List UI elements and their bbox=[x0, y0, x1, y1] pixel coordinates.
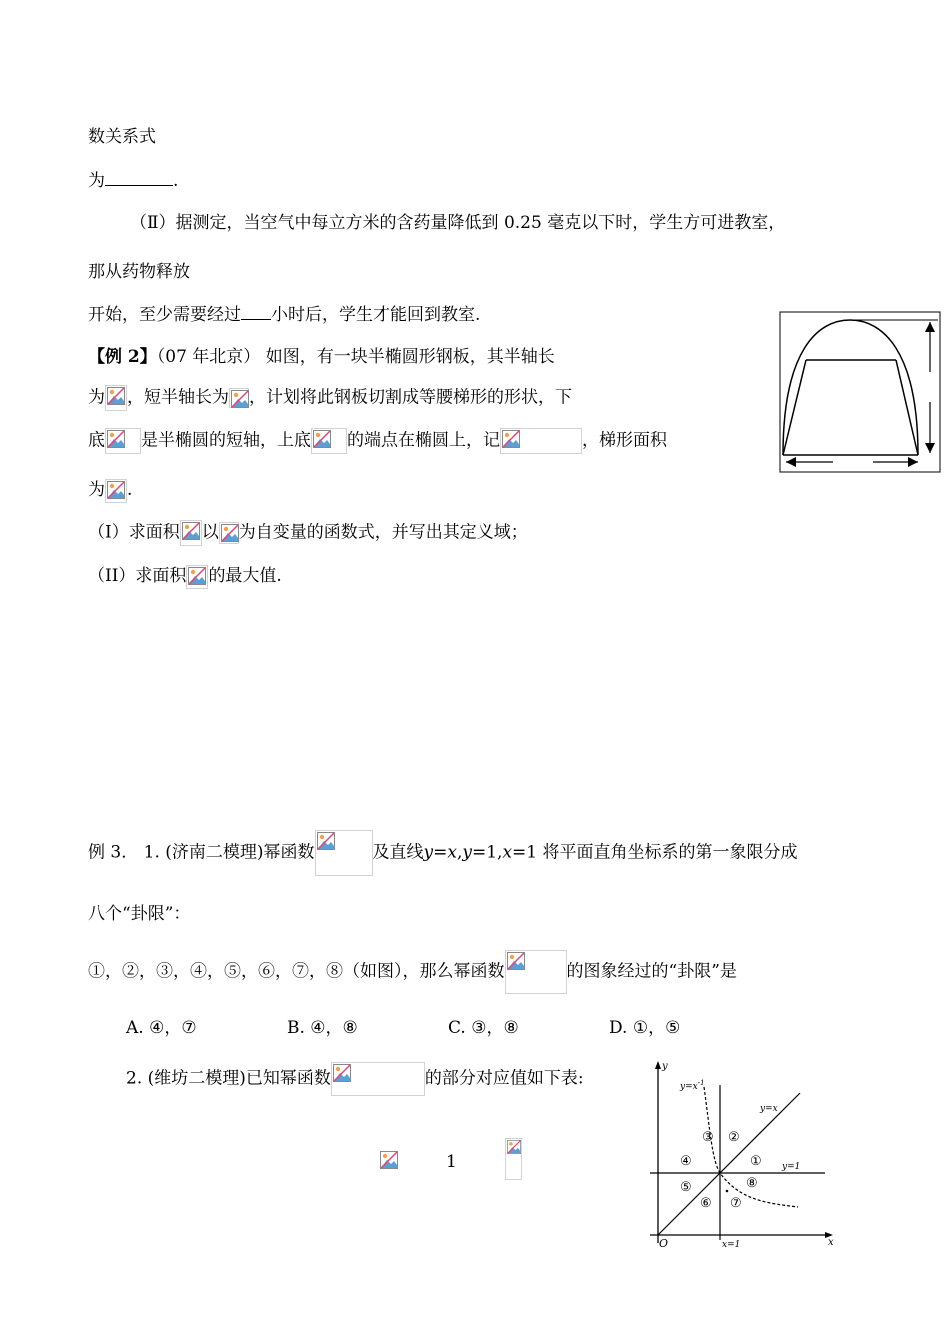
text-line bbox=[126, 1062, 584, 1096]
semi-ellipse-figure bbox=[778, 310, 948, 475]
broken-image-icon bbox=[105, 428, 141, 454]
region-label: ④ bbox=[680, 1154, 692, 1169]
table-cell: 1 bbox=[446, 1152, 457, 1172]
text: ，梯形面积 bbox=[582, 430, 667, 451]
region-label: ⑧ bbox=[746, 1176, 758, 1191]
text-line: （Ⅱ）据测定，当空气中每立方米的含药量降低到 0.25 毫克以下时，学生方可进教室， bbox=[130, 213, 786, 233]
text: （I）求面积 bbox=[88, 522, 180, 543]
text: x bbox=[447, 842, 457, 863]
broken-image-icon bbox=[219, 522, 239, 544]
option-a: A. ④，⑦ bbox=[126, 1018, 197, 1038]
text: 为 bbox=[88, 387, 105, 408]
option-c: C. ③，⑧ bbox=[448, 1018, 519, 1038]
arrow-up-icon bbox=[925, 322, 935, 332]
broken-image-icon bbox=[315, 830, 373, 876]
blank bbox=[241, 302, 271, 320]
text: （II）求面积 bbox=[88, 566, 187, 586]
region-label: ⑦ bbox=[730, 1196, 742, 1211]
option-d: D. ①，⑤ bbox=[609, 1018, 681, 1038]
broken-image-icon bbox=[311, 428, 347, 454]
text-line bbox=[88, 168, 178, 193]
text-line: 那从药物释放 bbox=[88, 262, 190, 282]
region-label: ② bbox=[728, 1130, 740, 1145]
text-line bbox=[88, 520, 528, 546]
text: 为 bbox=[88, 171, 105, 191]
text: , bbox=[456, 842, 463, 863]
text-line bbox=[88, 385, 572, 411]
vline-label: x=1 bbox=[722, 1240, 741, 1250]
arrow-up-icon bbox=[655, 1061, 661, 1069]
option-b: B. ④，⑧ bbox=[287, 1018, 358, 1038]
text: 的端点在椭圆上，记 bbox=[347, 430, 500, 451]
broken-image-icon bbox=[105, 479, 127, 503]
broken-image-icon bbox=[505, 1138, 522, 1180]
x-axis-label: x bbox=[828, 1237, 834, 1248]
arrow-left-icon bbox=[786, 457, 796, 467]
text: = bbox=[433, 842, 448, 863]
y-axis-label: y bbox=[662, 1061, 668, 1072]
region-label: ① bbox=[750, 1154, 762, 1169]
broken-image-icon bbox=[180, 520, 202, 546]
octant-graph bbox=[640, 1055, 845, 1255]
text: （07 年北京） 如图，有一块半椭圆形钢板，其半轴长 bbox=[156, 347, 555, 367]
text: 2. (维坊二模理)已知幂函数 bbox=[126, 1068, 331, 1089]
text: 底 bbox=[88, 430, 105, 451]
text-line: 数关系式 bbox=[88, 127, 156, 147]
region-label: ③ bbox=[702, 1130, 714, 1145]
origin-label: O bbox=[659, 1237, 669, 1250]
text: =1, bbox=[471, 842, 503, 863]
dot-mark bbox=[726, 1190, 729, 1193]
text-line: 八个“卦限”： bbox=[88, 904, 191, 924]
text-line bbox=[88, 564, 282, 589]
curve-label: $y=x^{-1}$ bbox=[680, 1079, 705, 1092]
text-line bbox=[88, 428, 667, 454]
broken-image-icon bbox=[105, 385, 127, 411]
text: 以 bbox=[201, 522, 219, 543]
broken-image-icon bbox=[505, 950, 567, 994]
text-line bbox=[88, 302, 480, 327]
text: 例 3． 1. (济南二模理)幂函数 bbox=[88, 842, 315, 863]
text: 小时后，学生才能回到教室. bbox=[271, 305, 481, 325]
broken-image-icon bbox=[229, 388, 249, 408]
blank bbox=[105, 168, 173, 186]
text: 及直线 bbox=[372, 842, 424, 863]
text: 的图象经过的“卦限”是 bbox=[566, 961, 737, 982]
hline-label: y=1 bbox=[782, 1162, 801, 1172]
example-label: 【例 2】 bbox=[88, 347, 157, 367]
text-line bbox=[88, 345, 555, 369]
text: ，计划将此钢板切割成等腰梯形的形状，下 bbox=[249, 387, 572, 408]
text: x bbox=[502, 842, 513, 863]
region-label: ⑤ bbox=[680, 1180, 692, 1195]
arrow-right-icon bbox=[908, 457, 918, 467]
text: 的最大值. bbox=[208, 566, 282, 586]
text: 为自变量的函数式，并写出其定义域； bbox=[238, 522, 528, 543]
text: 的部分对应值如下表: bbox=[424, 1068, 584, 1089]
text: =1 将平面直角坐标系的第一象限分成 bbox=[512, 842, 798, 863]
broken-image-icon bbox=[500, 428, 582, 454]
broken-image-icon bbox=[331, 1062, 425, 1096]
text: y bbox=[462, 842, 472, 863]
text-line bbox=[88, 830, 798, 876]
text: . bbox=[173, 171, 179, 191]
text: 为 bbox=[88, 480, 105, 500]
text: ①，②，③，④，⑤，⑥，⑦，⑧（如图），那么幂函数 bbox=[88, 961, 505, 982]
text: 是半椭圆的短轴，上底 bbox=[141, 430, 311, 451]
line-label: y=x bbox=[760, 1104, 778, 1114]
broken-image-icon bbox=[379, 1150, 399, 1170]
text: 开始，至少需要经过 bbox=[88, 305, 241, 325]
semi-ellipse-curve bbox=[783, 320, 918, 455]
text-line bbox=[88, 478, 132, 503]
text: y bbox=[423, 842, 434, 863]
text: ，短半轴长为 bbox=[127, 387, 229, 408]
region-label: ⑥ bbox=[700, 1196, 712, 1211]
arrow-down-icon bbox=[925, 443, 935, 453]
text-line bbox=[88, 950, 737, 994]
text: . bbox=[127, 480, 133, 500]
broken-image-icon bbox=[186, 565, 208, 589]
